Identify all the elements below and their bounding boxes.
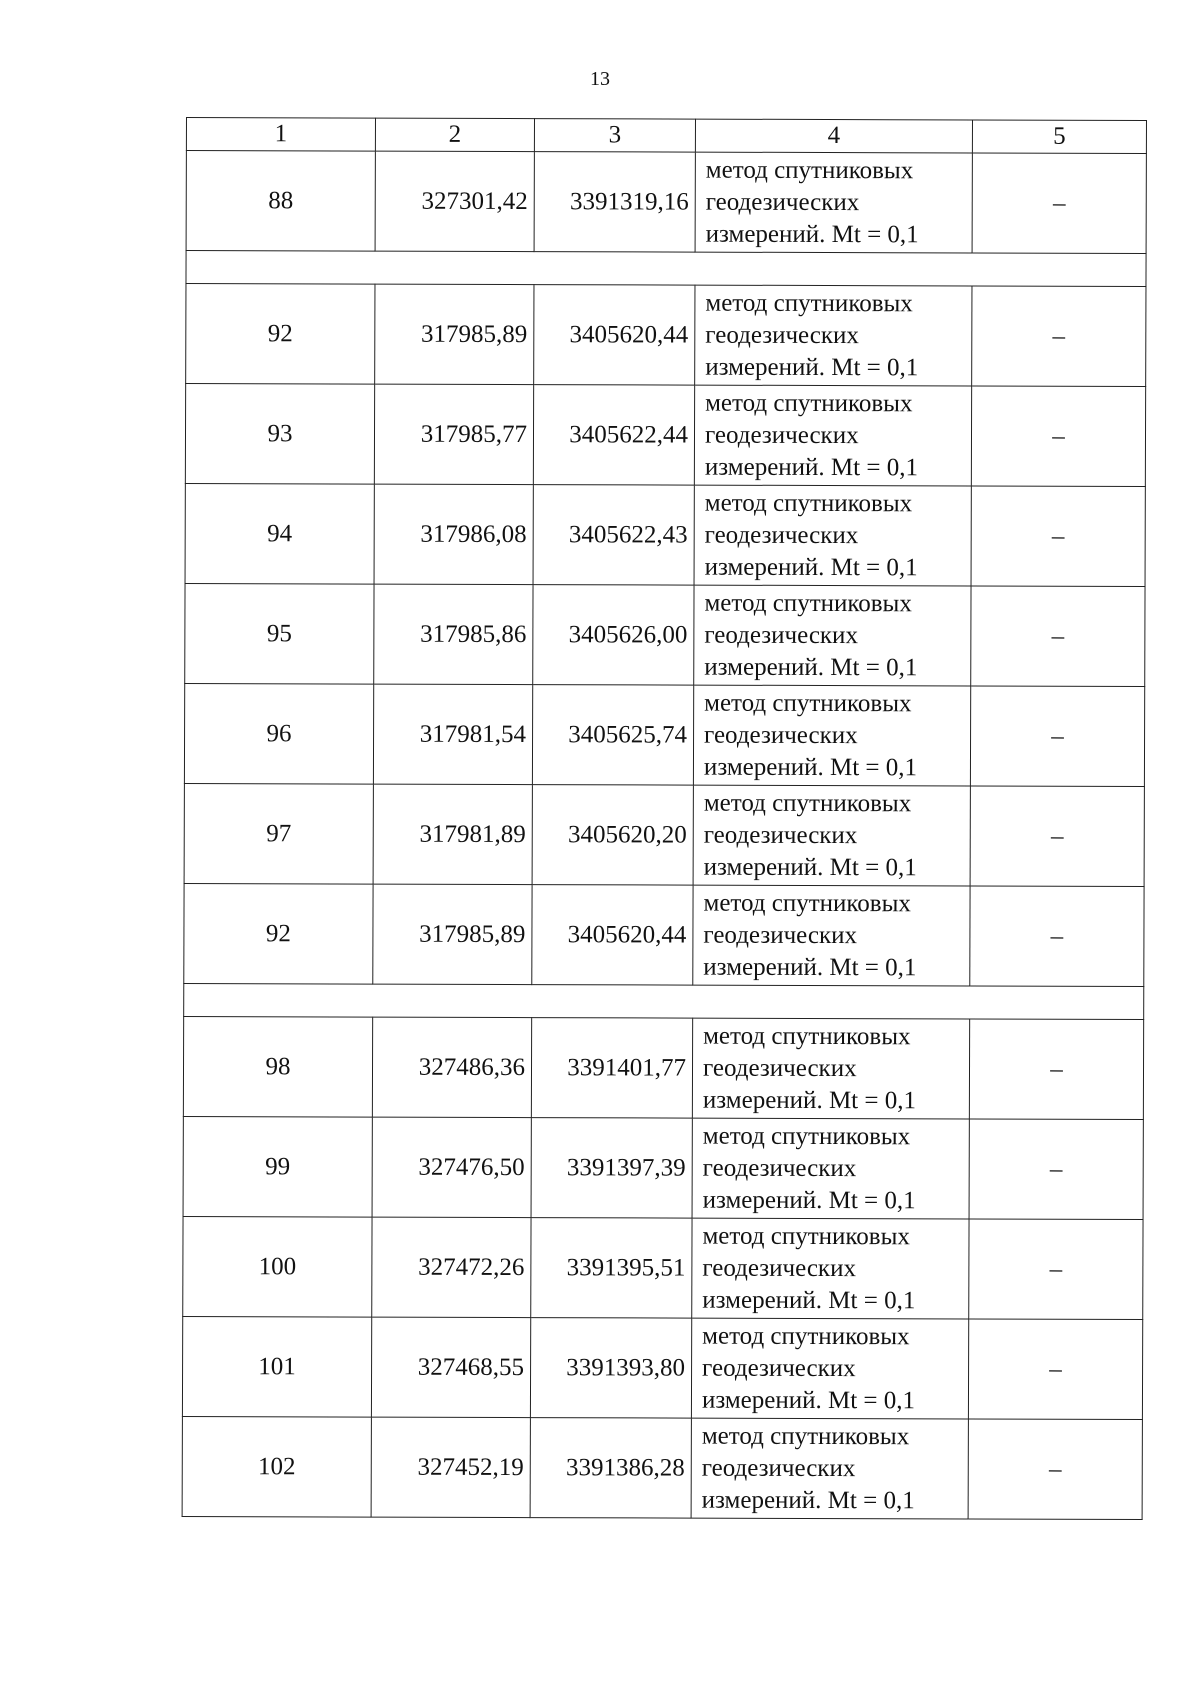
x-coordinate-cell: 317985,89 <box>373 884 532 984</box>
table-row <box>185 483 1145 586</box>
table-body <box>182 151 1146 1520</box>
method-line: геодезических <box>705 321 859 349</box>
method-line: метод спутниковых <box>704 589 912 617</box>
method-line: метод спутниковых <box>702 1222 910 1250</box>
method-line: метод спутниковых <box>705 156 914 184</box>
method-line: геодезических <box>702 1354 856 1382</box>
column-header-5: 5 <box>972 120 1146 154</box>
note-cell: – <box>968 1319 1142 1420</box>
method-cell <box>692 1218 969 1319</box>
separator-row <box>184 983 1144 1019</box>
x-coordinate-cell: 327452,19 <box>371 1417 530 1517</box>
point-number-cell: 88 <box>186 151 375 252</box>
method-line: геодезических <box>703 921 858 949</box>
note-cell: – <box>971 386 1145 487</box>
table-row <box>183 1216 1143 1319</box>
method-cell <box>692 1018 969 1119</box>
point-number-cell: 98 <box>183 1016 372 1117</box>
table-row <box>182 1316 1142 1419</box>
point-number-cell: 96 <box>184 683 373 784</box>
method-line: метод спутниковых <box>703 789 912 817</box>
point-number-cell: 92 <box>184 883 373 984</box>
method-cell <box>694 585 971 686</box>
x-coordinate-cell: 327301,42 <box>375 151 534 251</box>
method-line: геодезических <box>702 1054 857 1082</box>
y-coordinate-cell: 3391401,77 <box>531 1018 692 1119</box>
point-number-cell: 102 <box>182 1416 371 1517</box>
method-line: измерений. Mt = 0,1 <box>703 753 918 781</box>
y-coordinate-cell: 3405620,20 <box>532 785 693 886</box>
note-cell: – <box>969 1219 1143 1320</box>
point-number-cell: 94 <box>185 483 374 584</box>
y-coordinate-cell: 3391397,39 <box>531 1118 692 1219</box>
note-cell: – <box>972 153 1146 254</box>
method-line: геодезических <box>702 1254 857 1282</box>
coordinates-table <box>182 117 1147 1520</box>
method-line: измерений. Mt = 0,1 <box>705 353 919 381</box>
point-number-cell: 92 <box>186 284 375 385</box>
y-coordinate-cell: 3405622,44 <box>533 385 694 486</box>
method-line: метод спутниковых <box>703 1022 911 1050</box>
method-cell <box>693 785 970 886</box>
method-line: метод спутниковых <box>704 689 912 717</box>
method-cell <box>692 1118 969 1219</box>
page-number: 13 <box>590 68 610 90</box>
method-cell <box>693 685 970 786</box>
method-line: метод спутниковых <box>705 289 913 317</box>
method-line: измерений. Mt = 0,1 <box>704 553 918 581</box>
note-cell: – <box>970 886 1144 987</box>
method-line: геодезических <box>704 621 859 649</box>
point-number-cell: 93 <box>185 384 374 485</box>
method-cell <box>691 1418 968 1519</box>
method-line: измерений. Mt = 0,1 <box>704 653 918 681</box>
table-row <box>184 683 1144 786</box>
table-row <box>183 1016 1143 1119</box>
method-line: геодезических <box>702 1154 857 1182</box>
method-line: геодезических <box>703 821 858 849</box>
x-coordinate-cell: 327476,50 <box>372 1117 531 1217</box>
method-line: геодезических <box>701 1454 856 1482</box>
x-coordinate-cell: 317981,54 <box>373 684 532 784</box>
y-coordinate-cell: 3405620,44 <box>532 885 693 986</box>
x-coordinate-cell: 317985,89 <box>375 284 534 384</box>
x-coordinate-cell: 327486,36 <box>372 1017 531 1117</box>
table-row <box>182 1416 1142 1519</box>
point-number-cell: 99 <box>183 1116 372 1217</box>
x-coordinate-cell: 327468,55 <box>371 1317 530 1417</box>
y-coordinate-cell: 3405622,43 <box>533 485 694 586</box>
method-line: измерений. Mt = 0,1 <box>701 1486 915 1514</box>
method-line: измерений. Mt = 0,1 <box>702 1086 917 1114</box>
point-number-cell: 95 <box>185 583 374 684</box>
method-line: измерений. Mt = 0,1 <box>701 1386 916 1414</box>
separator-row <box>186 251 1146 287</box>
note-cell: – <box>970 686 1144 787</box>
table-row <box>185 583 1145 686</box>
method-line: измерений. Mt = 0,1 <box>702 1286 916 1314</box>
table-header-row <box>186 118 1146 154</box>
table-row <box>186 284 1146 387</box>
point-number-cell: 97 <box>184 783 373 884</box>
method-line: метод спутниковых <box>702 1322 910 1350</box>
x-coordinate-cell: 317985,77 <box>374 384 533 484</box>
method-line: измерений. Mt = 0,1 <box>702 1186 916 1214</box>
column-header-1: 1 <box>186 118 375 152</box>
column-header-4: 4 <box>695 119 972 153</box>
note-cell: – <box>972 286 1146 387</box>
method-line: геодезических <box>704 421 859 449</box>
method-line: метод спутниковых <box>704 489 913 517</box>
y-coordinate-cell: 3391395,51 <box>531 1218 692 1319</box>
method-line: измерений. Mt = 0,1 <box>705 220 919 248</box>
table-row <box>184 783 1144 886</box>
x-coordinate-cell: 317986,08 <box>374 484 533 584</box>
y-coordinate-cell: 3391386,28 <box>530 1418 691 1519</box>
method-line: измерений. Mt = 0,1 <box>703 953 917 981</box>
method-cell <box>695 285 972 386</box>
column-header-3: 3 <box>534 119 695 153</box>
x-coordinate-cell: 327472,26 <box>372 1217 531 1317</box>
column-header-2: 2 <box>375 118 534 151</box>
separator-cell <box>184 983 1144 1019</box>
method-line: геодезических <box>704 721 858 749</box>
method-line: геодезических <box>705 188 860 216</box>
y-coordinate-cell: 3405626,00 <box>533 585 694 686</box>
table-row <box>186 151 1146 254</box>
table-row <box>183 1116 1143 1219</box>
table-row <box>185 384 1145 487</box>
method-cell <box>693 885 970 986</box>
method-line: измерений. Mt = 0,1 <box>703 853 917 881</box>
note-cell: – <box>969 1019 1143 1120</box>
method-line: метод спутниковых <box>703 889 911 917</box>
y-coordinate-cell: 3405625,74 <box>532 685 693 786</box>
method-line: метод спутниковых <box>702 1122 911 1150</box>
note-cell: – <box>970 786 1144 887</box>
method-line: геодезических <box>704 521 859 549</box>
y-coordinate-cell: 3391393,80 <box>530 1318 691 1419</box>
note-cell: – <box>969 1119 1143 1220</box>
x-coordinate-cell: 317981,89 <box>373 784 532 884</box>
method-line: измерений. Mt = 0,1 <box>704 453 919 481</box>
y-coordinate-cell: 3391319,16 <box>534 152 695 253</box>
point-number-cell: 101 <box>182 1316 371 1417</box>
method-cell <box>691 1318 968 1419</box>
note-cell: – <box>968 1419 1142 1520</box>
y-coordinate-cell: 3405620,44 <box>534 285 695 386</box>
table-row <box>184 883 1144 986</box>
separator-cell <box>186 251 1146 287</box>
note-cell: – <box>971 586 1145 687</box>
method-cell <box>694 485 971 586</box>
method-line: метод спутниковых <box>705 389 913 417</box>
point-number-cell: 100 <box>183 1216 372 1317</box>
x-coordinate-cell: 317985,86 <box>374 584 533 684</box>
note-cell: – <box>971 486 1145 587</box>
method-line: метод спутниковых <box>701 1422 910 1450</box>
method-cell <box>695 152 972 253</box>
method-cell <box>694 385 971 486</box>
